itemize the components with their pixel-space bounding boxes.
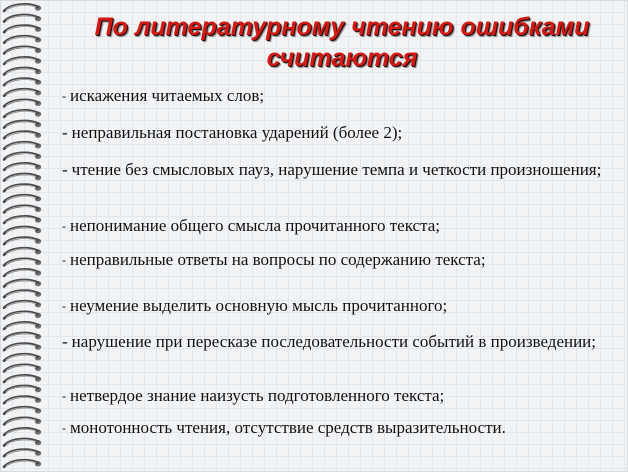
- list-item-text: непонимание общего смысла прочитанного текста;: [70, 216, 440, 235]
- list-item-text: неумение выделить основную мысль прочитанного;: [70, 296, 448, 315]
- spiral-binding-icon: [0, 0, 60, 472]
- list-item-text: чтение без смысловых пауз, нарушение темпа и четкости произношения;: [71, 160, 602, 179]
- list-item: [62, 86, 618, 106]
- list-item-text: неправильные ответы на вопросы по содержанию текста;: [70, 250, 486, 269]
- title-line-2: считаются: [266, 44, 418, 72]
- list-item-text: нарушение при пересказе последовательности событий в произведении;: [71, 332, 596, 351]
- dash-marker: -: [62, 253, 66, 267]
- title-line-1: По литературному чтению ошибками: [94, 13, 590, 41]
- list-item-text: неправильная постановка ударений (более 2);: [71, 123, 403, 142]
- list-item-text: искажения читаемых слов;: [70, 86, 265, 105]
- dash-marker: -: [62, 299, 66, 313]
- list-item: [62, 332, 618, 352]
- dash-marker: -: [62, 123, 68, 142]
- dash-marker: -: [62, 421, 66, 435]
- list-item: [62, 123, 618, 143]
- list-item: [62, 250, 618, 270]
- dash-marker: -: [62, 89, 66, 103]
- list-item: [62, 418, 618, 438]
- list-item-text: монотонность чтения, отсутствие средств выразительности.: [70, 418, 506, 437]
- list-item: [62, 296, 618, 316]
- dash-marker: -: [62, 160, 68, 179]
- list-item: [62, 386, 618, 406]
- dash-marker: -: [62, 389, 66, 403]
- list-item-text: нетвердое знание наизусть подготовленного текста;: [70, 386, 445, 405]
- dash-marker: -: [62, 219, 66, 233]
- list-item: [62, 216, 618, 236]
- dash-marker: -: [62, 332, 68, 351]
- slide-title: [62, 12, 622, 74]
- list-item: [62, 160, 618, 180]
